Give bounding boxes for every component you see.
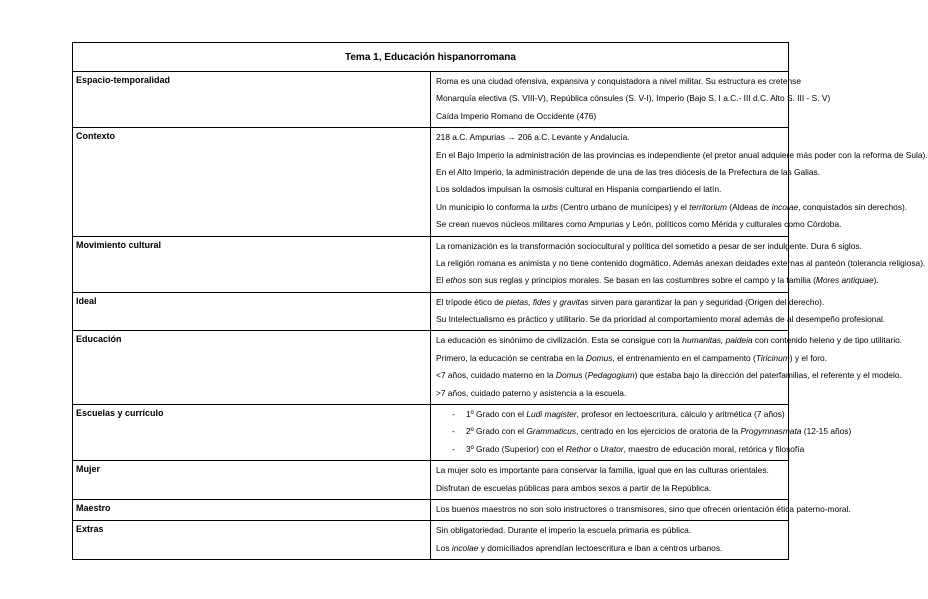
content-line xyxy=(436,217,842,234)
section-label: Educación xyxy=(73,331,431,405)
content-line xyxy=(436,239,862,256)
section-row xyxy=(73,128,789,236)
content-line xyxy=(436,368,902,385)
text-run: Los xyxy=(436,542,452,553)
text-run: En el Alto Imperio, la administración depende de una de las tres diócesis de la Prefectura de las Galias. xyxy=(436,166,821,177)
text-run: , conquistados sin derechos). xyxy=(798,201,908,212)
text-run: Los soldados impulsan la osmosis cultural en Hispania compartiendo el latín. xyxy=(436,184,722,195)
text-run: ) que estaba bajo la dirección del paterfamilias, el referente y el modelo. xyxy=(634,370,902,381)
section-content xyxy=(431,499,851,520)
content-line xyxy=(436,165,821,182)
italic-term: gravitas xyxy=(559,296,589,307)
content-line xyxy=(436,386,785,403)
text-run: y xyxy=(550,296,560,307)
italic-term: Ludi magister xyxy=(526,409,577,420)
content-line xyxy=(436,148,928,165)
text-run: y domiciliados aprendían lectoescritura e iban a centros urbanos. xyxy=(478,542,723,553)
italic-term: Domus xyxy=(555,370,583,381)
summary-table xyxy=(72,42,928,560)
content-line xyxy=(436,182,785,199)
section-content xyxy=(431,236,926,292)
section-row xyxy=(73,236,789,292)
italic-term: Domus xyxy=(585,352,613,363)
content-line xyxy=(436,463,785,480)
section-content xyxy=(431,521,789,560)
text-run: con contenido heleno y de tipo utilitario. xyxy=(752,335,903,346)
text-run: (12-15 años) xyxy=(801,426,852,437)
text-run: sirven para garantizar la pan y seguridad (Origen del derecho). xyxy=(588,296,825,307)
italic-term: urbs xyxy=(541,201,558,212)
section-label: Contexto xyxy=(73,128,431,236)
italic-term: Urator xyxy=(600,443,624,454)
text-run: 1º Grado con el xyxy=(466,409,527,420)
content-line xyxy=(436,130,785,147)
text-run: La religión romana es animista y no tiene contenido dogmático. Además anexan deidades externas al panteón (tolerancia religiosa). xyxy=(436,257,926,268)
text-run: La romanización es la transformación sociocultural y política del sometido a pesar de ser indulgente. Dura 6 siglos. xyxy=(436,240,862,251)
text-run: Sin obligatoriedad. Durante el imperio la escuela primaria es pública. xyxy=(436,525,692,536)
text-run: Caída Imperio Romano de Occidente (476) xyxy=(436,110,597,121)
text-run: son sus reglas y principios morales. Se basan en las costumbres sobre el campo y la familia ( xyxy=(466,275,816,286)
section-label: Escuelas y currículo xyxy=(73,405,431,461)
section-row xyxy=(73,331,789,405)
text-run: , centrado en los ejercicios de oratoria de la xyxy=(576,426,741,437)
text-run: Monarquía electiva (S. VIII-V), República cónsules (S. V-I), Imperio (Bajo S. I a.C.- III d.C. Alto S. III - S. V) xyxy=(436,93,831,104)
text-run: (Centro urbano de munícipes) y el xyxy=(557,201,690,212)
section-content xyxy=(431,292,886,331)
italic-term: incolae xyxy=(451,542,479,553)
content-line xyxy=(436,351,827,368)
section-row xyxy=(73,72,789,128)
section-label: Ideal xyxy=(73,292,431,331)
text-run: La educación es sinónimo de civilización. Esta se consigue con la xyxy=(436,335,683,346)
text-run: Un municipio lo conforma la xyxy=(436,201,542,212)
italic-term: Tiricinum xyxy=(755,352,790,363)
section-label: Maestro xyxy=(73,499,431,520)
content-line xyxy=(436,273,879,290)
section-row xyxy=(73,499,789,520)
section-content xyxy=(431,331,903,405)
content-line xyxy=(436,256,926,273)
italic-term: pietas, fides xyxy=(505,296,551,307)
bullet-item xyxy=(436,442,805,459)
content-line xyxy=(436,481,785,498)
italic-term: territorium xyxy=(689,201,727,212)
text-run: , profesor en lectoescritura, cálculo y aritmética (7 años) xyxy=(576,409,785,420)
text-run: (Aldeas de xyxy=(726,201,772,212)
content-line xyxy=(436,295,825,312)
document-page xyxy=(72,42,928,560)
text-run: ). xyxy=(873,275,879,286)
section-label: Extras xyxy=(73,521,431,560)
text-run: Disfrutan de escuelas públicas para ambos sexos a partir de la República. xyxy=(436,482,712,493)
document-title: Tema 1, Educación hispanorromana xyxy=(73,43,789,72)
section-content xyxy=(431,461,789,500)
italic-term: Pedagogium xyxy=(587,370,635,381)
content-line xyxy=(436,333,903,350)
text-run: El xyxy=(436,275,446,286)
section-row xyxy=(73,461,789,500)
bullet-item xyxy=(436,424,852,441)
text-run: ) y el foro. xyxy=(789,352,827,363)
italic-term: humanitas, paideia xyxy=(682,335,753,346)
italic-term: Mores antiquae xyxy=(815,275,874,286)
text-run: o xyxy=(591,443,601,454)
content-line xyxy=(436,109,785,126)
text-run: La mujer solo es importante para conservar la familia, igual que en las culturas orientales. xyxy=(436,465,769,476)
text-run: Primero, la educación se centraba en la xyxy=(436,352,586,363)
title-row xyxy=(73,43,789,72)
content-line xyxy=(436,312,886,329)
section-content xyxy=(431,72,831,128)
section-content xyxy=(431,405,852,461)
section-label: Espacio-temporalidad xyxy=(73,72,431,128)
text-run: ( xyxy=(582,370,588,381)
italic-term: Rethor xyxy=(565,443,592,454)
content-line xyxy=(436,502,851,519)
content-line xyxy=(436,200,908,217)
text-run: Su Intelectualismo es práctico y utilitario. Se da prioridad al comportamiento moral además de al desempeño profesional. xyxy=(436,314,886,325)
content-line xyxy=(436,523,785,540)
section-label: Mujer xyxy=(73,461,431,500)
text-run: <7 años, cuidado materno en la xyxy=(436,370,556,381)
bullet-item xyxy=(436,407,785,424)
italic-term: ethos xyxy=(445,275,467,286)
text-run: , maestro de educación moral, retórica y filosofía xyxy=(623,443,805,454)
italic-term: incolae xyxy=(771,201,799,212)
text-run: 2º Grado con el xyxy=(466,426,527,437)
text-run: Se crean nuevos núcleos militares como Ampurias y León, políticos como Mérida y culturales como Córdoba. xyxy=(436,219,842,230)
section-content xyxy=(431,128,928,236)
content-line xyxy=(436,91,831,108)
section-row xyxy=(73,292,789,331)
section-label: Movimiento cultural xyxy=(73,236,431,292)
text-run: Roma es una ciudad ofensiva, expansiva y conquistadora a nivel militar. Su estructura es cretense xyxy=(436,76,801,86)
text-run: >7 años, cuidado paterno y asistencia a la escuela. xyxy=(436,387,627,398)
text-run: 3º Grado (Superior) con el xyxy=(466,443,566,454)
text-run: El trípode ético de xyxy=(436,296,506,307)
text-run: En el Bajo Imperio la administración de las provincias es independiente (el pretor anual adquiere más poder con la reforma de Sula). xyxy=(436,149,928,160)
text-run: , el entrenamiento en el campamento ( xyxy=(612,352,756,363)
section-row xyxy=(73,405,789,461)
text-run: Los buenos maestros no son solo instructores o transmisores, sino que ofrecen orientación ética paterno-moral. xyxy=(436,503,851,514)
section-row xyxy=(73,521,789,560)
text-run: 218 a.C. Ampurias → 206 a.C. Levante y Andalucía. xyxy=(436,132,630,143)
content-line xyxy=(436,74,801,91)
italic-term: Progymnasmata xyxy=(740,426,802,437)
content-line xyxy=(436,541,785,558)
italic-term: Grammaticus xyxy=(526,426,577,437)
